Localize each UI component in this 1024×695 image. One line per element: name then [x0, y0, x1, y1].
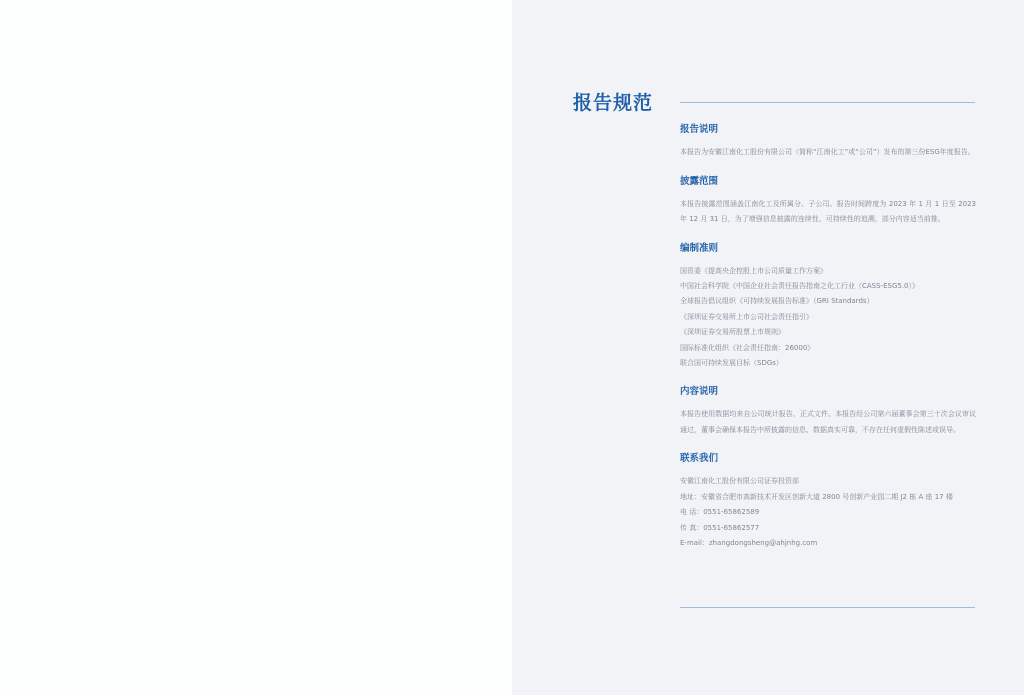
page-title: 报告规范 — [573, 92, 654, 114]
section-paragraph: 本报告为安徽江南化工股份有限公司（简称“江南化工”或“公司”）发布的第三份ESG年度报告。 — [680, 148, 975, 156]
list-item: 国际标准化组织《社会责任指南：26000》 — [680, 343, 815, 352]
list-item: 联合国可持续发展目标（SDGs） — [680, 358, 783, 367]
contact-address: 地址：安徽省合肥市高新技术开发区创新大道 2800 号创新产业园二期 J2 栋 A 座 17 楼 — [680, 492, 953, 501]
contact-list — [680, 474, 976, 551]
list-item: 《深圳证券交易所上市公司社会责任指引》 — [680, 312, 813, 321]
section-contact-us — [680, 453, 976, 551]
section-heading: 披露范围 — [680, 175, 719, 187]
section-compilation-standards — [680, 243, 976, 372]
bottom-divider — [680, 607, 975, 608]
section-heading: 内容说明 — [680, 386, 719, 398]
section-report-description — [680, 124, 976, 161]
section-content-description — [680, 386, 976, 438]
report-spec-content — [680, 124, 976, 551]
section-disclosure-scope — [680, 176, 976, 228]
contact-phone: 电 话：0551-65862589 — [680, 508, 760, 517]
section-paragraph: 本报告披露范围涵盖江南化工及所属分、子公司。报告时间跨度为 2023 年 1 月 1 日至 2023 年 12 月 31 日，为了增强信息披露的连续性、可持续性的追溯，部分内容适当前推。 — [680, 199, 976, 223]
title-divider — [680, 102, 975, 103]
list-item: 全球报告倡议组织《可持续发展报告标准》（GRI Standards） — [680, 297, 874, 306]
section-paragraph: 本报告使用数据均来自公司统计报告、正式文件。本报告经公司第六届董事会第三十次会议审议通过，董事会确保本报告中所披露的信息、数据真实可靠，不存在任何虚假性陈述或误导。 — [680, 410, 976, 434]
contact-fax: 传 真：0551-65862577 — [680, 523, 760, 532]
list-item: 中国社会科学院《中国企业社会责任报告指南之化工行业（CASS-ESG5.0）》 — [680, 281, 920, 290]
section-heading: 报告说明 — [680, 124, 719, 135]
section-heading: 编制准则 — [680, 242, 719, 254]
list-item: 《深圳证券交易所股票上市规则》 — [680, 328, 785, 337]
contact-email: E-mail：zhangdongsheng@ahjnhg.com — [680, 538, 818, 547]
list-item: 国资委《提高央企控股上市公司质量工作方案》 — [680, 266, 827, 275]
section-heading: 联系我们 — [680, 453, 719, 465]
standards-list — [680, 264, 976, 372]
contact-company: 安徽江南化工股份有限公司证券投资部 — [680, 477, 799, 486]
